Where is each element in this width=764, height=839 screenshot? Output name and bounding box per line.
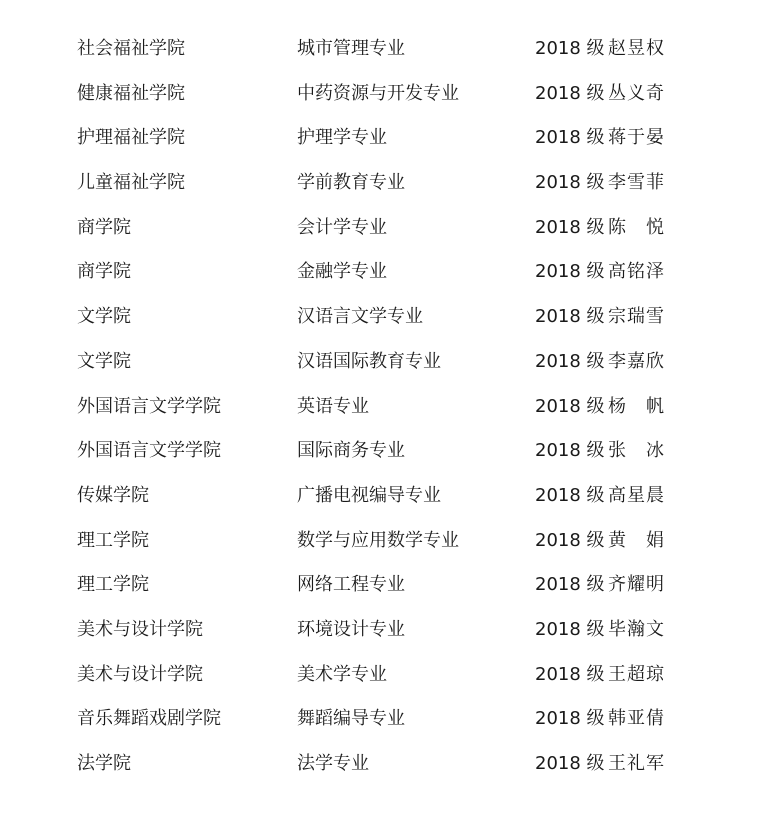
list-item xyxy=(0,563,764,608)
major-name: 环境设计专业 xyxy=(297,618,405,640)
college-name: 护理福祉学院 xyxy=(77,127,185,149)
college-name: 商学院 xyxy=(77,216,131,238)
list-item xyxy=(0,250,764,295)
list-item xyxy=(0,519,764,564)
grade-year: 2018 级 xyxy=(535,440,605,462)
grade-year: 2018 级 xyxy=(535,395,605,417)
grade-year: 2018 级 xyxy=(535,261,605,283)
student-name: 李雪菲 xyxy=(608,172,664,194)
major-name: 国际商务专业 xyxy=(297,440,405,462)
student-name: 赵昱权 xyxy=(608,38,664,59)
list-item xyxy=(0,295,764,340)
grade-year: 2018 级 xyxy=(535,306,605,328)
list-item xyxy=(0,27,764,72)
major-name: 汉语言文学专业 xyxy=(297,306,423,328)
college-name: 音乐舞蹈戏剧学院 xyxy=(77,708,221,730)
list-item xyxy=(0,653,764,698)
college-name: 法学院 xyxy=(77,753,131,774)
list-item xyxy=(0,742,764,787)
college-name: 社会福祉学院 xyxy=(77,38,185,59)
student-name: 陈 悦 xyxy=(608,216,664,238)
list-item xyxy=(0,697,764,742)
major-name: 会计学专业 xyxy=(297,216,387,238)
student-list xyxy=(0,27,764,787)
major-name: 护理学专业 xyxy=(297,127,387,149)
grade-year: 2018 级 xyxy=(535,172,605,194)
student-name: 李嘉欣 xyxy=(608,350,664,372)
grade-year: 2018 级 xyxy=(535,350,605,372)
list-item xyxy=(0,72,764,117)
student-name: 齐耀明 xyxy=(608,574,664,596)
college-name: 传媒学院 xyxy=(77,484,149,506)
major-name: 学前教育专业 xyxy=(297,172,405,194)
student-name: 蒋于晏 xyxy=(608,127,664,149)
grade-year: 2018 级 xyxy=(535,529,605,551)
student-name: 宗瑞雪 xyxy=(608,306,664,328)
student-name: 高星晨 xyxy=(608,484,664,506)
grade-year: 2018 级 xyxy=(535,216,605,238)
major-name: 金融学专业 xyxy=(297,261,387,283)
college-name: 健康福祉学院 xyxy=(77,82,185,104)
major-name: 舞蹈编导专业 xyxy=(297,708,405,730)
major-name: 美术学专业 xyxy=(297,663,387,685)
college-name: 理工学院 xyxy=(77,529,149,551)
grade-year: 2018 级 xyxy=(535,38,605,59)
major-name: 汉语国际教育专业 xyxy=(297,350,441,372)
list-item xyxy=(0,340,764,385)
student-name: 杨 帆 xyxy=(608,395,664,417)
list-item xyxy=(0,608,764,653)
grade-year: 2018 级 xyxy=(535,618,605,640)
list-item xyxy=(0,474,764,519)
list-item xyxy=(0,385,764,430)
college-name: 文学院 xyxy=(77,350,131,372)
grade-year: 2018 级 xyxy=(535,484,605,506)
student-name: 高铭泽 xyxy=(608,261,664,283)
major-name: 中药资源与开发专业 xyxy=(297,82,459,104)
grade-year: 2018 级 xyxy=(535,127,605,149)
list-item xyxy=(0,116,764,161)
college-name: 外国语言文学学院 xyxy=(77,440,221,462)
grade-year: 2018 级 xyxy=(535,663,605,685)
student-name: 王礼军 xyxy=(608,753,664,774)
college-name: 美术与设计学院 xyxy=(77,618,203,640)
major-name: 广播电视编导专业 xyxy=(297,484,441,506)
college-name: 商学院 xyxy=(77,261,131,283)
college-name: 外国语言文学学院 xyxy=(77,395,221,417)
major-name: 城市管理专业 xyxy=(297,38,405,59)
college-name: 美术与设计学院 xyxy=(77,663,203,685)
student-name: 丛义奇 xyxy=(608,82,664,104)
list-item xyxy=(0,429,764,474)
student-name: 王超琼 xyxy=(608,663,664,685)
grade-year: 2018 级 xyxy=(535,708,605,730)
major-name: 网络工程专业 xyxy=(297,574,405,596)
major-name: 数学与应用数学专业 xyxy=(297,529,459,551)
student-name: 张 冰 xyxy=(608,440,664,462)
grade-year: 2018 级 xyxy=(535,753,605,774)
grade-year: 2018 级 xyxy=(535,82,605,104)
college-name: 理工学院 xyxy=(77,574,149,596)
student-name: 黄 娟 xyxy=(608,529,664,551)
list-item xyxy=(0,206,764,251)
major-name: 法学专业 xyxy=(297,753,369,774)
list-item xyxy=(0,161,764,206)
student-name: 毕瀚文 xyxy=(608,618,664,640)
college-name: 儿童福祉学院 xyxy=(77,172,185,194)
student-name: 韩亚倩 xyxy=(608,708,664,730)
grade-year: 2018 级 xyxy=(535,574,605,596)
major-name: 英语专业 xyxy=(297,395,369,417)
college-name: 文学院 xyxy=(77,306,131,328)
